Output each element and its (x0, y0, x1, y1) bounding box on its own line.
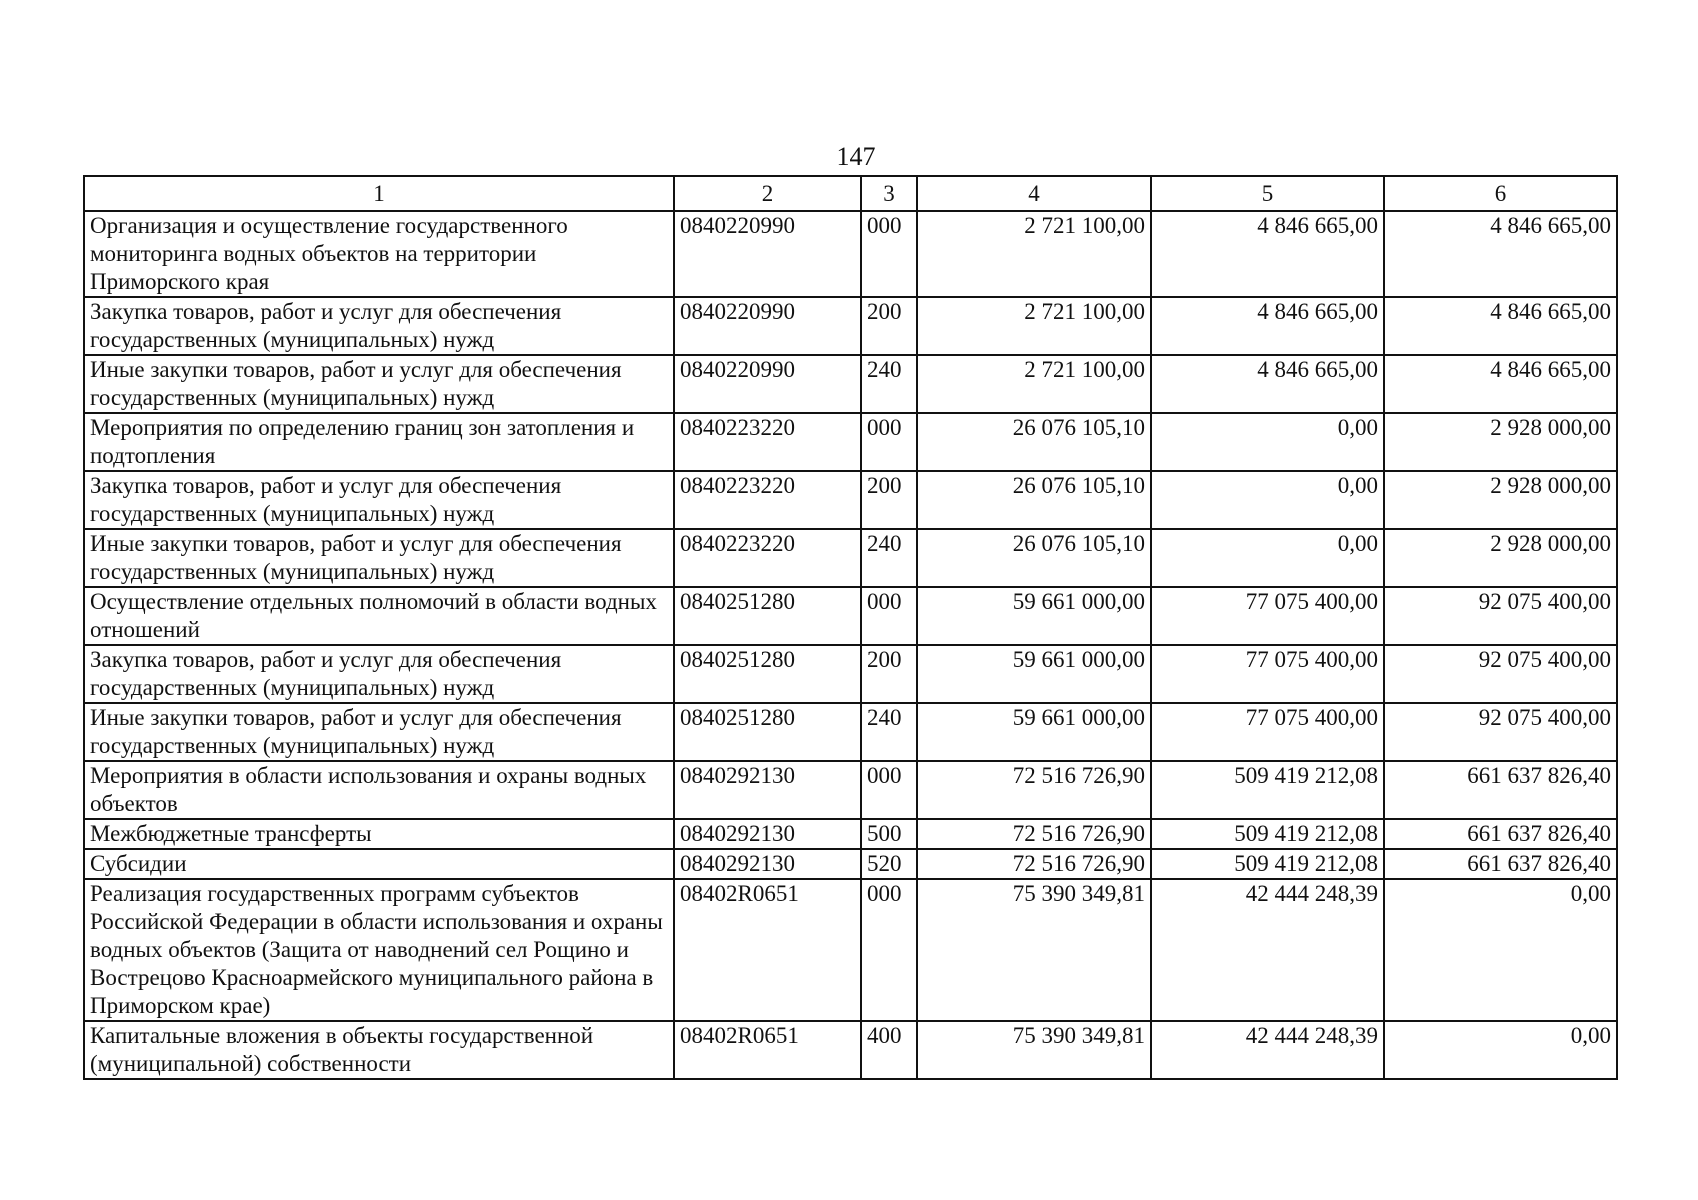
table-row (84, 849, 1617, 879)
expense-name-cell: Иные закупки товаров, работ и услуг для обеспечения государственных (муниципальных) нужд (84, 703, 674, 761)
table-row (84, 761, 1617, 819)
column-header: 3 (861, 176, 917, 211)
amount-col5-cell: 0,00 (1151, 471, 1384, 529)
column-header: 6 (1384, 176, 1617, 211)
amount-col4-cell: 26 076 105,10 (917, 413, 1151, 471)
target-code-cell: 0840223220 (674, 471, 861, 529)
amount-col6-cell: 2 928 000,00 (1384, 413, 1617, 471)
expense-type-cell: 200 (861, 471, 917, 529)
table-row (84, 587, 1617, 645)
expense-name-cell: Реализация государственных программ субъектов Российской Федерации в области использования и охраны водных объектов (Защита от наводнений сел Рощино и Вострецово Красноармейского муниципального района в Приморском крае) (84, 879, 674, 1021)
amount-col5-cell: 77 075 400,00 (1151, 645, 1384, 703)
amount-col5-cell: 509 419 212,08 (1151, 819, 1384, 849)
amount-col4-cell: 2 721 100,00 (917, 297, 1151, 355)
expense-type-cell: 000 (861, 413, 917, 471)
amount-col5-cell: 42 444 248,39 (1151, 879, 1384, 1021)
expense-name-cell: Иные закупки товаров, работ и услуг для обеспечения государственных (муниципальных) нужд (84, 529, 674, 587)
amount-col4-cell: 72 516 726,90 (917, 819, 1151, 849)
amount-col4-cell: 72 516 726,90 (917, 849, 1151, 879)
amount-col5-cell: 77 075 400,00 (1151, 703, 1384, 761)
table-row (84, 471, 1617, 529)
amount-col4-cell: 59 661 000,00 (917, 645, 1151, 703)
expense-name-cell: Мероприятия по определению границ зон затопления и подтопления (84, 413, 674, 471)
target-code-cell: 08402R0651 (674, 1021, 861, 1079)
expense-type-cell: 000 (861, 879, 917, 1021)
expense-name-cell: Закупка товаров, работ и услуг для обеспечения государственных (муниципальных) нужд (84, 645, 674, 703)
amount-col5-cell: 0,00 (1151, 529, 1384, 587)
table-row (84, 355, 1617, 413)
expense-name-cell: Межбюджетные трансферты (84, 819, 674, 849)
table-row (84, 413, 1617, 471)
target-code-cell: 0840223220 (674, 529, 861, 587)
expense-type-cell: 240 (861, 529, 917, 587)
expense-type-cell: 200 (861, 645, 917, 703)
column-header: 4 (917, 176, 1151, 211)
target-code-cell: 0840220990 (674, 297, 861, 355)
amount-col6-cell: 661 637 826,40 (1384, 849, 1617, 879)
expense-name-cell: Осуществление отдельных полномочий в области водных отношений (84, 587, 674, 645)
expense-name-cell: Субсидии (84, 849, 674, 879)
amount-col6-cell: 92 075 400,00 (1384, 587, 1617, 645)
expense-name-cell: Иные закупки товаров, работ и услуг для обеспечения государственных (муниципальных) нужд (84, 355, 674, 413)
expense-type-cell: 520 (861, 849, 917, 879)
column-header: 5 (1151, 176, 1384, 211)
target-code-cell: 0840251280 (674, 645, 861, 703)
amount-col6-cell: 4 846 665,00 (1384, 355, 1617, 413)
amount-col5-cell: 4 846 665,00 (1151, 297, 1384, 355)
expense-type-cell: 000 (861, 587, 917, 645)
amount-col5-cell: 4 846 665,00 (1151, 211, 1384, 297)
amount-col6-cell: 661 637 826,40 (1384, 761, 1617, 819)
column-header: 2 (674, 176, 861, 211)
amount-col4-cell: 2 721 100,00 (917, 355, 1151, 413)
expense-name-cell: Капитальные вложения в объекты государственной (муниципальной) собственности (84, 1021, 674, 1079)
amount-col6-cell: 661 637 826,40 (1384, 819, 1617, 849)
target-code-cell: 0840292130 (674, 819, 861, 849)
table-row (84, 529, 1617, 587)
expense-type-cell: 400 (861, 1021, 917, 1079)
amount-col4-cell: 59 661 000,00 (917, 703, 1151, 761)
target-code-cell: 0840292130 (674, 761, 861, 819)
column-header: 1 (84, 176, 674, 211)
amount-col5-cell: 0,00 (1151, 413, 1384, 471)
amount-col5-cell: 509 419 212,08 (1151, 761, 1384, 819)
expense-name-cell: Закупка товаров, работ и услуг для обеспечения государственных (муниципальных) нужд (84, 297, 674, 355)
amount-col6-cell: 2 928 000,00 (1384, 529, 1617, 587)
table-row (84, 1021, 1617, 1079)
table-header-row (84, 176, 1617, 211)
target-code-cell: 0840220990 (674, 211, 861, 297)
expense-name-cell: Мероприятия в области использования и охраны водных объектов (84, 761, 674, 819)
amount-col6-cell: 4 846 665,00 (1384, 297, 1617, 355)
amount-col4-cell: 2 721 100,00 (917, 211, 1151, 297)
amount-col4-cell: 26 076 105,10 (917, 471, 1151, 529)
amount-col4-cell: 75 390 349,81 (917, 1021, 1151, 1079)
expense-type-cell: 240 (861, 703, 917, 761)
target-code-cell: 0840251280 (674, 703, 861, 761)
amount-col5-cell: 509 419 212,08 (1151, 849, 1384, 879)
target-code-cell: 0840292130 (674, 849, 861, 879)
amount-col6-cell: 0,00 (1384, 1021, 1617, 1079)
expense-name-cell: Организация и осуществление государственного мониторинга водных объектов на территории Приморского края (84, 211, 674, 297)
amount-col6-cell: 4 846 665,00 (1384, 211, 1617, 297)
expense-type-cell: 000 (861, 761, 917, 819)
amount-col5-cell: 77 075 400,00 (1151, 587, 1384, 645)
amount-col4-cell: 59 661 000,00 (917, 587, 1151, 645)
target-code-cell: 0840223220 (674, 413, 861, 471)
target-code-cell: 0840251280 (674, 587, 861, 645)
amount-col4-cell: 75 390 349,81 (917, 879, 1151, 1021)
amount-col6-cell: 2 928 000,00 (1384, 471, 1617, 529)
target-code-cell: 08402R0651 (674, 879, 861, 1021)
table-row (84, 297, 1617, 355)
amount-col6-cell: 0,00 (1384, 879, 1617, 1021)
budget-table (83, 175, 1618, 1080)
table-row (84, 703, 1617, 761)
table-row (84, 645, 1617, 703)
amount-col4-cell: 26 076 105,10 (917, 529, 1151, 587)
table-row (84, 879, 1617, 1021)
expense-type-cell: 000 (861, 211, 917, 297)
expense-type-cell: 240 (861, 355, 917, 413)
expense-name-cell: Закупка товаров, работ и услуг для обеспечения государственных (муниципальных) нужд (84, 471, 674, 529)
expense-type-cell: 500 (861, 819, 917, 849)
amount-col5-cell: 42 444 248,39 (1151, 1021, 1384, 1079)
page-number: 147 (836, 142, 876, 171)
expense-type-cell: 200 (861, 297, 917, 355)
amount-col6-cell: 92 075 400,00 (1384, 703, 1617, 761)
table-row (84, 211, 1617, 297)
table-row (84, 819, 1617, 849)
amount-col5-cell: 4 846 665,00 (1151, 355, 1384, 413)
target-code-cell: 0840220990 (674, 355, 861, 413)
amount-col6-cell: 92 075 400,00 (1384, 645, 1617, 703)
amount-col4-cell: 72 516 726,90 (917, 761, 1151, 819)
